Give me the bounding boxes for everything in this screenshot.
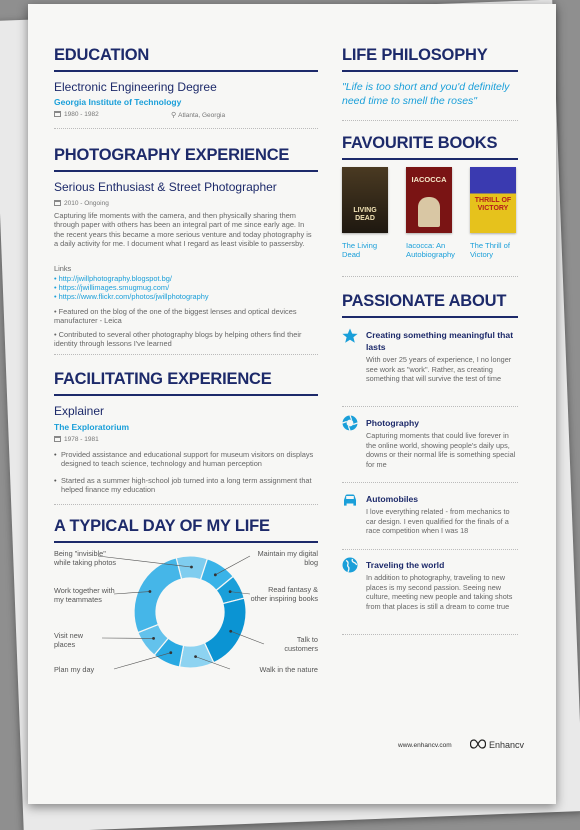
photography-description: Capturing life moments with the camera, and then physically sharing them through paper with others has been an integral part of me since early age. In the recent years this became a more serious venture and today photography is a daily activity for me. I document what I regard as least visible to passersby. <box>54 211 312 249</box>
day-label-blog: Maintain my digital blog <box>257 549 318 567</box>
link-flickr[interactable]: • https://www.flickr.com/photos/jwillphotography <box>54 292 209 301</box>
enhancv-logo-icon <box>470 739 486 749</box>
link-blogspot[interactable]: • http://jwillphotography.blogspot.bg/ <box>54 274 172 283</box>
book-cover-iacocca <box>406 167 452 233</box>
divider <box>54 128 318 129</box>
photography-dates <box>54 200 109 207</box>
day-label-fantasy: Read fantasy & other inspiring books <box>250 585 318 603</box>
book-cover-living-dead <box>342 167 388 233</box>
divider <box>342 406 518 407</box>
star-icon <box>342 328 358 344</box>
donut-leader-dot <box>149 590 152 593</box>
donut-leader-dot <box>229 630 232 633</box>
book-title: Iacocca: An Autobiography <box>406 241 455 259</box>
facilitating-role: Explainer <box>54 404 105 418</box>
divider <box>342 120 518 121</box>
facilitating-title: FACILITATING EXPERIENCE <box>54 370 318 396</box>
globe-icon <box>342 557 358 573</box>
education-location <box>171 111 225 119</box>
car-icon <box>342 491 358 507</box>
education-dates-text: 1980 - 1982 <box>64 111 99 118</box>
education-school: Georgia Institute of Technology <box>54 97 182 107</box>
calendar-icon <box>54 111 61 117</box>
day-label-nature: Walk in the nature <box>259 665 318 674</box>
typical-day-donut-chart <box>54 544 318 684</box>
life-philosophy-title: LIFE PHILOSOPHY <box>342 46 518 72</box>
book-cover-text: LIVING DEAD <box>353 207 377 222</box>
passion-desc-automobiles: I love everything related - from mechanics to car design. I even qualified for the finals of a race competition when I was 18 <box>366 507 510 536</box>
passion-desc-meaningful: With over 25 years of experience, I no longer see work as "work". Rather, as creating something that will survive the test of time <box>366 355 512 384</box>
photography-role: Serious Enthusiast & Street Photographer <box>54 180 277 194</box>
calendar-icon <box>54 436 61 442</box>
link-smugmug[interactable]: • https://jwillimages.smugmug.com/ <box>54 283 170 292</box>
footer-brand: Enhancv <box>489 740 525 750</box>
footer-url[interactable]: www.enhancv.com <box>398 742 452 749</box>
donut-leader-dot <box>152 637 155 640</box>
day-label-invisible: Being "invisible" while taking photos <box>54 549 117 567</box>
photography-bullet-leica: • Featured on the blog of the one of the biggest lenses and optical devices manufacturer - Leica <box>54 307 297 326</box>
photography-title: PHOTOGRAPHY EXPERIENCE <box>54 146 318 172</box>
photography-bullet-blogs: • Contributed to several other photography blogs by helping others find their identity through lessons I've learned <box>54 330 302 349</box>
donut-leader-dot <box>194 655 197 658</box>
facilitating-bullet-summer: • Started as a summer high-school job turned into a long term assignment that helped finance my education <box>54 476 318 495</box>
donut-leader-dot <box>190 566 193 569</box>
passion-title-meaningful: Creating something meaningful that lasts <box>366 330 514 352</box>
photography-dates-text: 2010 - Ongoing <box>64 200 109 207</box>
day-label-plan: Plan my day <box>54 665 95 674</box>
life-philosophy-quote: "Life is too short and you'd definitely need time to smell the roses" <box>342 81 510 107</box>
donut-leader-dot <box>169 651 172 654</box>
book-cover-text: IACOCCA <box>411 175 447 184</box>
facilitating-dates <box>54 436 99 443</box>
book-cover-thrill <box>470 167 516 233</box>
book-cover-text: THRILL OF VICTORY <box>474 197 512 212</box>
links-label: Links <box>54 264 72 273</box>
passion-title-automobiles: Automobiles <box>366 494 419 504</box>
book-living-dead[interactable] <box>342 167 388 259</box>
book-iacocca[interactable] <box>406 167 455 259</box>
passion-title-photography: Photography <box>366 418 419 428</box>
donut-slice <box>204 598 246 663</box>
education-degree: Electronic Engineering Degree <box>54 80 217 94</box>
donut-slice <box>134 558 182 633</box>
divider <box>342 634 518 635</box>
divider <box>342 482 518 483</box>
aperture-icon <box>342 415 358 431</box>
book-cover-portrait <box>418 197 440 227</box>
day-label-teammates: Work together with my teammates <box>54 586 115 604</box>
divider <box>342 276 518 277</box>
education-location-text: Atlanta, Georgia <box>178 112 226 119</box>
resume-page <box>28 4 556 804</box>
book-thrill-of-victory[interactable] <box>470 167 516 259</box>
typical-day-title: A TYPICAL DAY OF MY LIFE <box>54 517 318 543</box>
education-title: EDUCATION <box>54 46 318 72</box>
facilitating-bullet-support: • Provided assistance and educational support for museum visitors on displays designed to teach science, technology and human perception <box>54 450 318 469</box>
donut-leader-dot <box>214 573 217 576</box>
passion-title-traveling: Traveling the world <box>366 560 445 570</box>
passionate-about-title: PASSIONATE ABOUT <box>342 292 518 318</box>
book-title: The Living Dead <box>342 241 378 259</box>
facilitating-dates-text: 1978 - 1981 <box>64 436 99 443</box>
passion-desc-traveling: In addition to photography, traveling to new places is my second passion. Seeing new culture, meeting new people and taking shots from that places is still a dream to come true <box>366 573 513 611</box>
day-label-visit: Visit new places <box>54 631 84 649</box>
passion-desc-photography: Capturing moments that could live forever in the online world, showing people's daily ups, downs or their normal life is something special for me <box>366 431 516 469</box>
facilitating-org: The Exploratorium <box>54 422 130 432</box>
location-pin-icon: ⚲ <box>171 112 177 119</box>
calendar-icon <box>54 200 61 206</box>
day-label-customers: Talk to customers <box>284 635 318 653</box>
divider <box>54 354 318 355</box>
divider <box>54 504 318 505</box>
divider <box>342 549 518 550</box>
education-dates <box>54 111 99 118</box>
donut-leader-dot <box>229 590 232 593</box>
book-title: The Thrill of Victory <box>470 241 510 259</box>
favourite-books-title: FAVOURITE BOOKS <box>342 134 518 160</box>
